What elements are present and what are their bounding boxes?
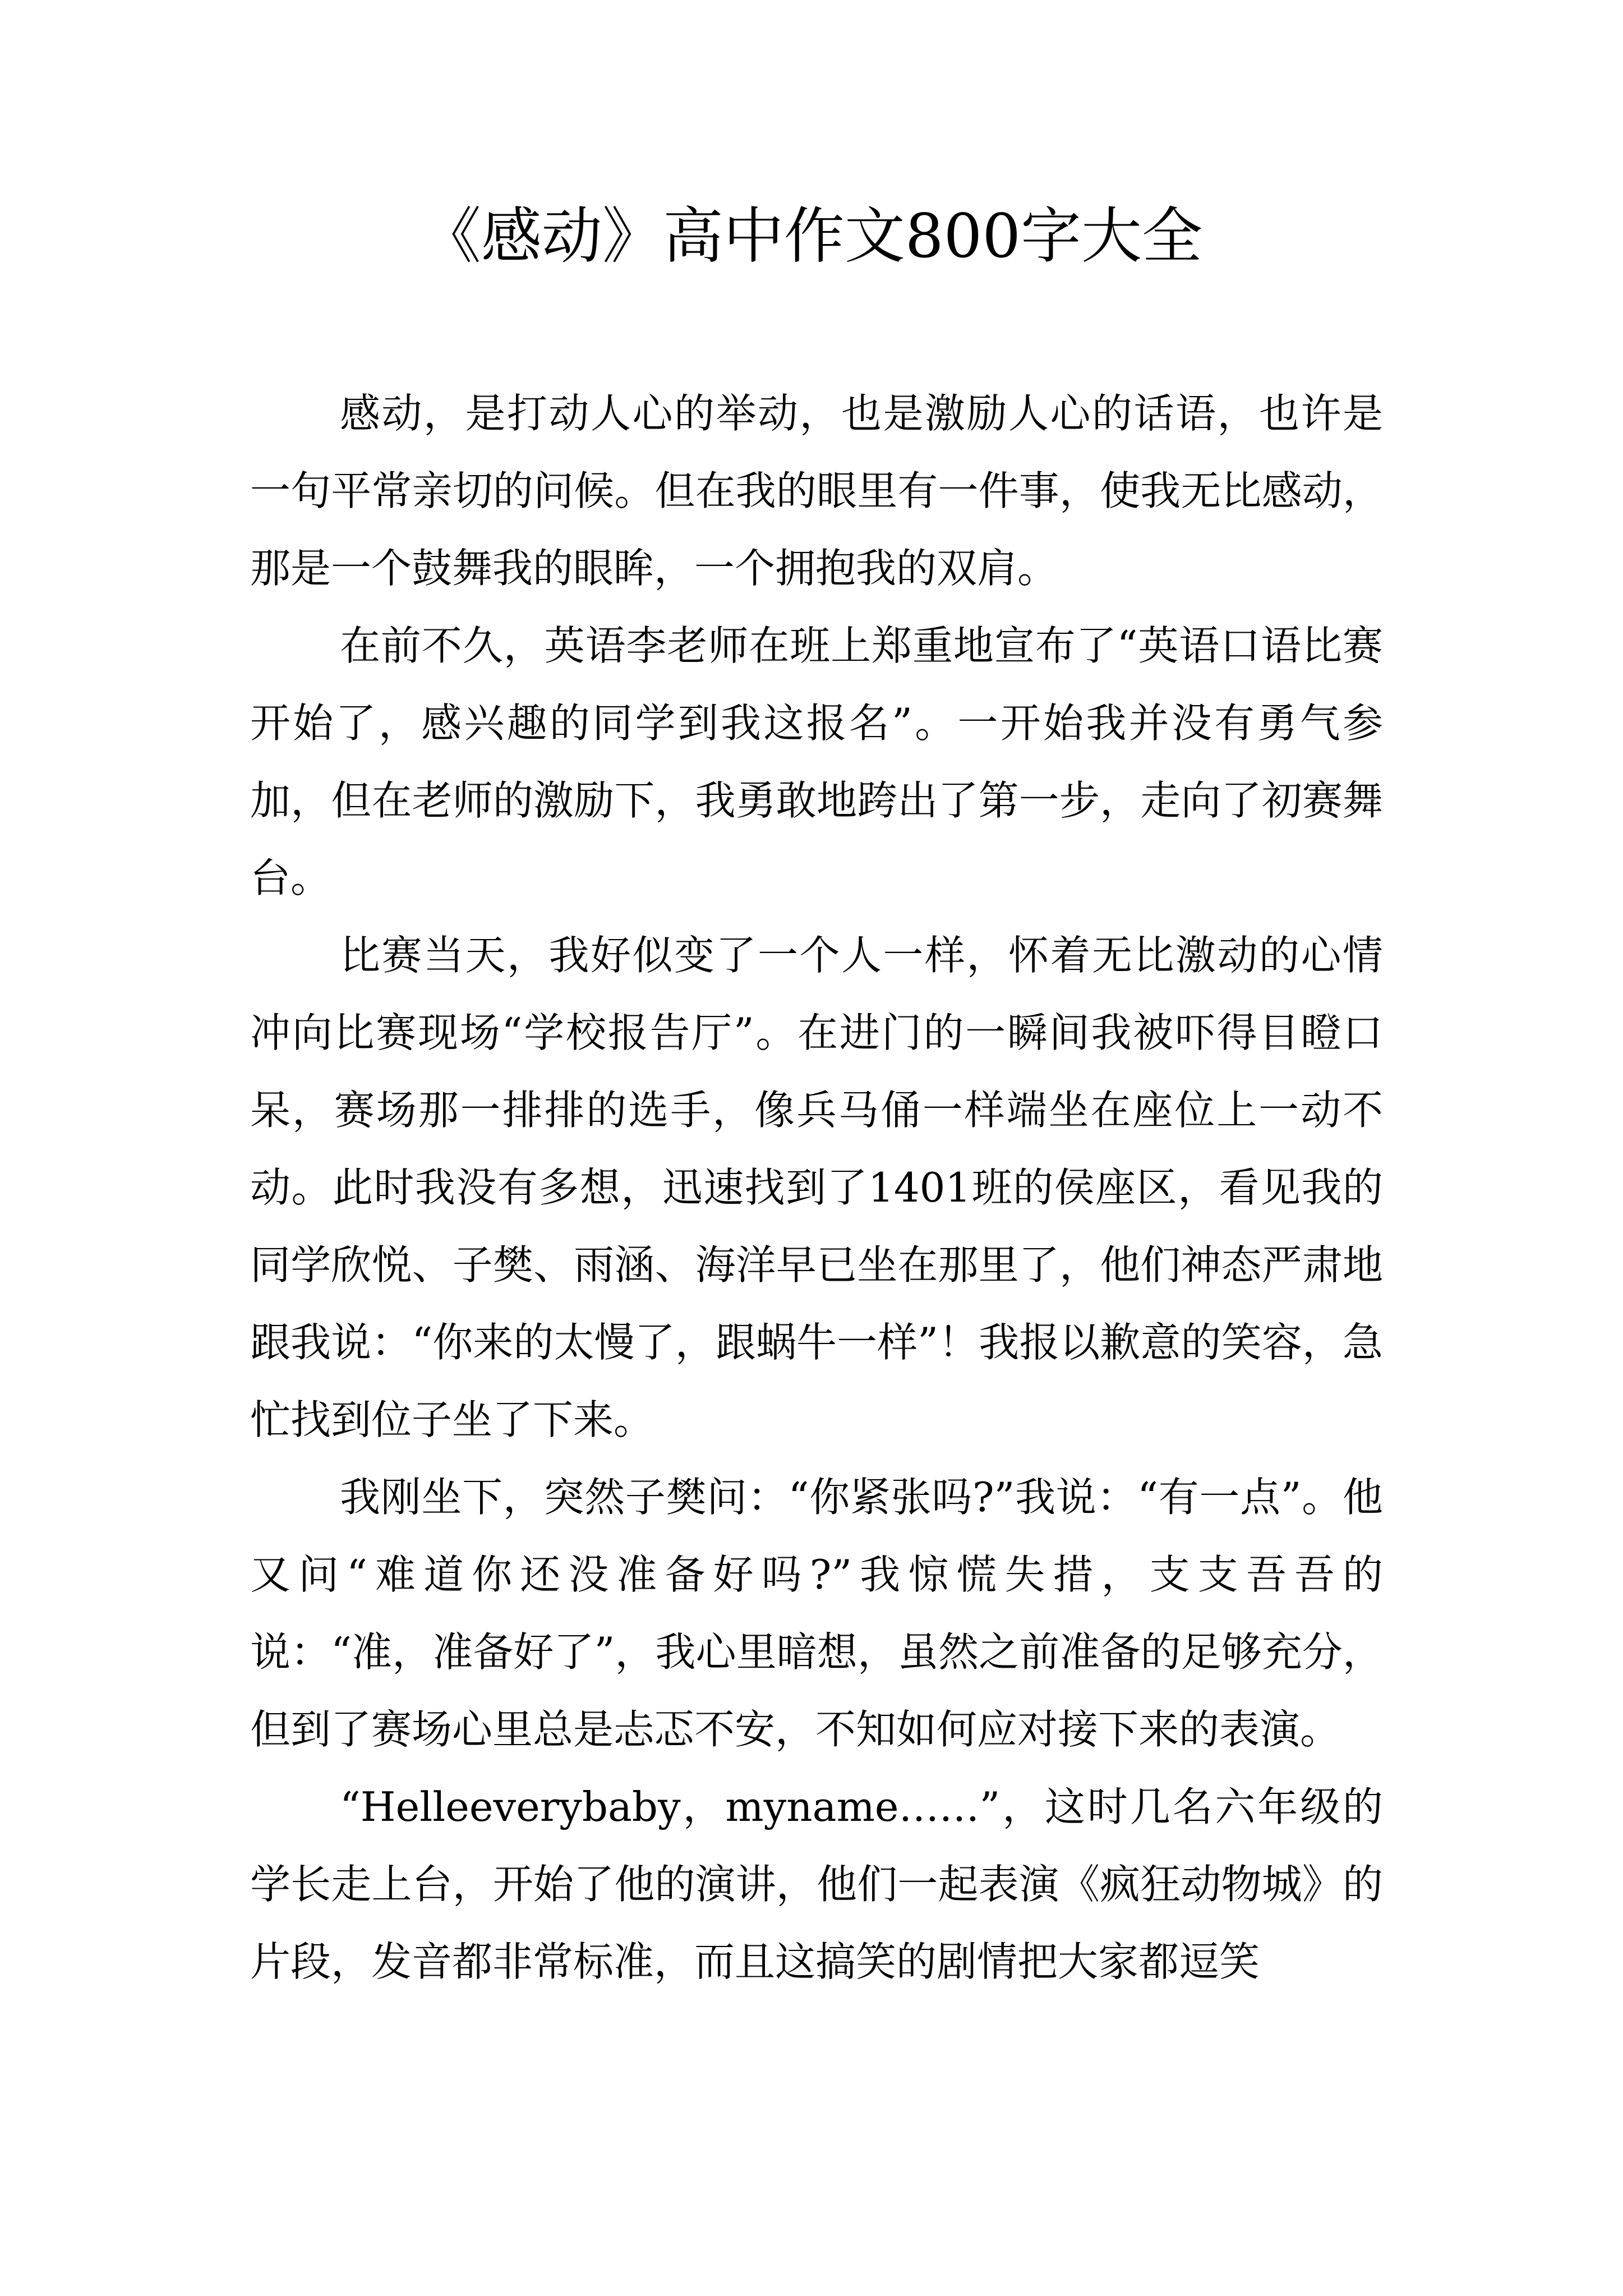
paragraph-4: 我刚坐下，突然子樊问：“你紧张吗?”我说：“有一点”。他又问“难道你还没准备好吗?”我惊慌失措，支支吾吾的说：“准，准备好了”，我心里暗想，虽然之前准备的足够充分，但到了赛场心里总是忐忑不安，不知如何应对接下来的表演。 (250, 1474, 1383, 1753)
document-title: 《感动》高中作文800字大全 (420, 201, 1203, 272)
paragraph-1: 感动，是打动人心的举动，也是激励人心的话语，也许是一句平常亲切的问候。但在我的眼里有一件事，使我无比感动，那是一个鼓舞我的眼眸，一个拥抱我的双肩。 (250, 390, 1383, 592)
document-body (250, 375, 1383, 2000)
paragraph-3: 比赛当天，我好似变了一个人一样，怀着无比激动的心情冲向比赛现场“学校报告厅”。在进门的一瞬间我被吓得目瞪口呆，赛场那一排排的选手，像兵马俑一样端坐在座位上一动不动。此时我没有多想，迅速找到了1401班的侯座区，看见我的同学欣悦、子樊、雨涵、海洋早已坐在那里了，他们神态严肃地跟我说：“你来的太慢了，跟蜗牛一样”！我报以歉意的笑容，急忙找到位子坐了下来。 (250, 932, 1383, 1443)
paragraph-5: “Helleeverybaby，myname……”，这时几名六年级的学长走上台，开始了他的演讲，他们一起表演《疯狂动物城》的片段，发音都非常标准，而且这搞笑的剧情把大家都逗笑 (250, 1783, 1383, 1985)
paragraph-2: 在前不久，英语李老师在班上郑重地宣布了“英语口语比赛开始了，感兴趣的同学到我这报名”。一开始我并没有勇气参加，但在老师的激励下，我勇敢地跨出了第一步，走向了初赛舞台。 (250, 622, 1383, 901)
